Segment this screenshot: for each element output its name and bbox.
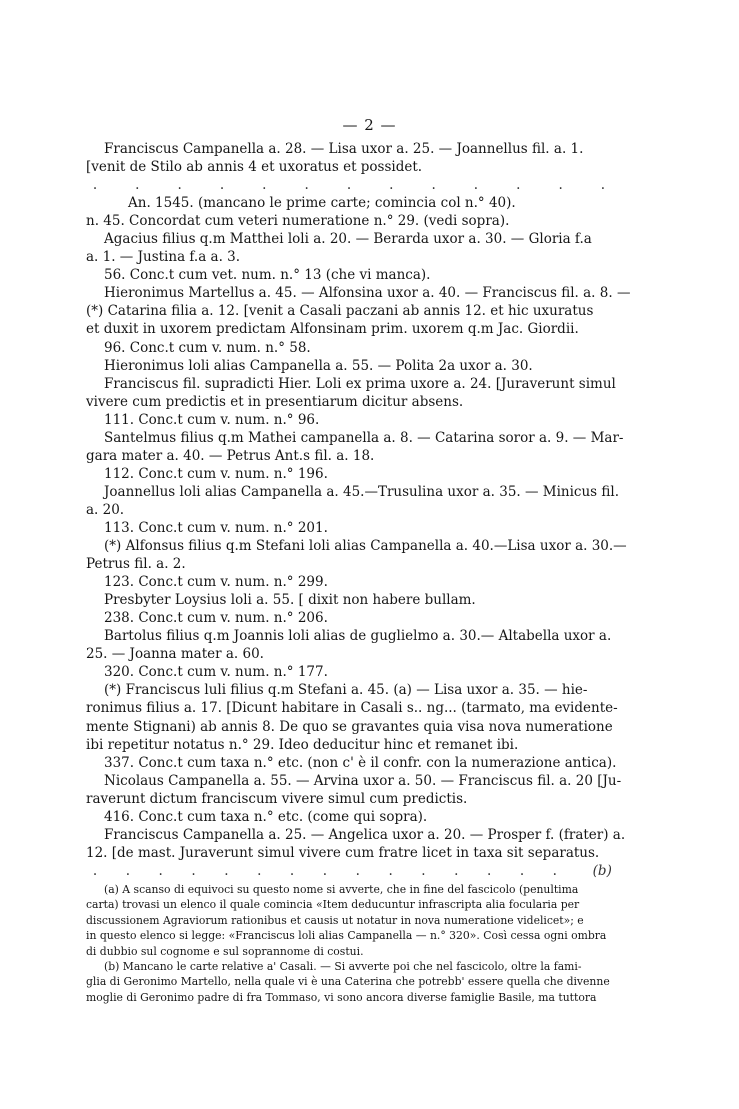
text-line: Presbyter Loysius loli a. 55. [ dixit non habere bullam.	[104, 592, 476, 609]
text-line: a. 20.	[86, 501, 125, 518]
footnote-marker: (b)	[592, 862, 612, 879]
text-line: 320. Conc.t cum v. num. n.° 177.	[104, 664, 328, 681]
text-line: 238. Conc.t cum v. num. n.° 206.	[104, 610, 328, 627]
text-line: gara mater a. 40. — Petrus Ant.s fil. a. 18.	[86, 447, 375, 464]
text-line: 111. Conc.t cum v. num. n.° 96.	[104, 411, 320, 428]
footnote-line: moglie di Geronimo padre di fra Tommaso, vi sono ancora diverse famiglie Basile, ma tuttora	[86, 990, 597, 1004]
footnote-line: carta) trovasi un elenco il quale comincia «Item deducuntur infrascripta alia focularia per	[86, 898, 580, 912]
text-line: a. 1. — Justina f.a a. 3.	[86, 249, 241, 266]
text-line: 96. Conc.t cum v. num. n.° 58.	[104, 339, 311, 356]
text-line: Petrus fil. a. 2.	[86, 556, 186, 573]
ellipsis-row: . . . . . . . . . . . . .	[92, 177, 606, 194]
footnote-line: (b) Mancano le carte relative a' Casali. — Si avverte poi che nel fascicolo, oltre la fami-	[104, 959, 582, 973]
text-line: (*) Alfonsus filius q.m Stefani loli alias Campanella a. 40.—Lisa uxor a. 30.—	[104, 538, 627, 555]
text-line: Hieronimus loli alias Campanella a. 55. — Polita 2a uxor a. 30.	[104, 357, 533, 374]
text-line: 113. Conc.t cum v. num. n.° 201.	[104, 519, 328, 536]
text-line: vivere cum predictis et in presentiarum dicitur absens.	[86, 393, 464, 410]
text-line: 416. Conc.t cum taxa n.° etc. (come qui sopra).	[104, 808, 428, 825]
text-line: Franciscus Campanella a. 25. — Angelica uxor a. 20. — Prosper f. (frater) a.	[104, 826, 626, 843]
main-text	[86, 140, 631, 880]
text-line: n. 45. Concordat cum veteri numeratione n.° 29. (vedi sopra).	[86, 213, 510, 230]
text-line: Nicolaus Campanella a. 55. — Arvina uxor a. 50. — Franciscus fil. a. 20 [Ju-	[104, 772, 622, 789]
text-line: 337. Conc.t cum taxa n.° etc. (non c' è il confr. con la numerazione antica).	[104, 754, 617, 771]
text-line: 25. — Joanna mater a. 60.	[86, 646, 264, 663]
page-number: — 2 —	[342, 116, 397, 134]
footnotes	[86, 882, 616, 1005]
text-line: 12. [de mast. Juraverunt simul vivere cum fratre licet in taxa sit separatus.	[86, 844, 600, 861]
footnote-line: glia di Geronimo Martello, nella quale vi è una Caterina che potrebb' essere quella che divenne	[86, 975, 610, 989]
text-line: Franciscus Campanella a. 28. — Lisa uxor a. 25. — Joannellus fil. a. 1.	[104, 141, 584, 157]
text-line: mente Stignani) ab annis 8. De quo se gravantes quia visa nova numeratione	[86, 718, 613, 735]
text-line: (*) Catarina filia a. 12. [venit a Casali paczani ab annis 12. et hic uxuratus	[86, 303, 594, 320]
text-line: ronimus filius a. 17. [Dicunt habitare in Casali s.. ng... (tarmato, ma evidente-	[86, 700, 618, 717]
text-line: An. 1545. (mancano le prime carte; comincia col n.° 40).	[128, 195, 516, 212]
footnote-line: (a) A scanso di equivoci su questo nome si avverte, che in fine del fascicolo (penultima	[104, 883, 579, 896]
text-line: 56. Conc.t cum vet. num. n.° 13 (che vi manca).	[104, 267, 431, 284]
footnote-line: in questo elenco si legge: «Franciscus loli alias Campanella — n.° 320». Così cessa ogni ombra	[86, 929, 607, 943]
text-line: Hieronimus Martellus a. 45. — Alfonsina uxor a. 40. — Franciscus fil. a. 8. —	[104, 285, 631, 302]
text-line: Bartolus filius q.m Joannis loli alias de guglielmo a. 30.— Altabella uxor a.	[104, 628, 612, 645]
text-line: raverunt dictum franciscum vivere simul cum predictis.	[86, 790, 468, 807]
text-line: Franciscus fil. supradicti Hier. Loli ex prima uxore a. 24. [Juraverunt simul	[104, 375, 616, 392]
text-line: Joannellus loli alias Campanella a. 45.—Trusulina uxor a. 35. — Minicus fil.	[104, 483, 620, 500]
text-line: ibi repetitur notatus n.° 29. Ideo deducitur hinc et remanet ibi.	[86, 736, 519, 753]
text-line: 123. Conc.t cum v. num. n.° 299.	[104, 574, 328, 591]
ellipsis-row: . . . . . . . . . . . . . . . (b)	[92, 862, 612, 879]
text-line: (*) Franciscus luli filius q.m Stefani a. 45. (a) — Lisa uxor a. 35. — hie-	[104, 682, 588, 699]
footnote-line: di dubbio sul cognome e sul soprannome di costui.	[86, 944, 364, 958]
text-line: Agacius filius q.m Matthei loli a. 20. — Berarda uxor a. 30. — Gloria f.a	[104, 231, 592, 248]
text-line: 112. Conc.t cum v. num. n.° 196.	[104, 465, 328, 482]
text-line: Santelmus filius q.m Mathei campanella a. 8. — Catarina soror a. 9. — Mar-	[104, 429, 624, 446]
footnote-line: discussionem Agraviorum rationibus et causis ut notatur in nova numeratione videlicet»; e	[86, 913, 584, 927]
text-line: [venit de Stilo ab annis 4 et uxoratus et possidet.	[86, 159, 423, 176]
text-line: et duxit in uxorem predictam Alfonsinam prim. uxorem q.m Jac. Giordii.	[86, 321, 579, 338]
